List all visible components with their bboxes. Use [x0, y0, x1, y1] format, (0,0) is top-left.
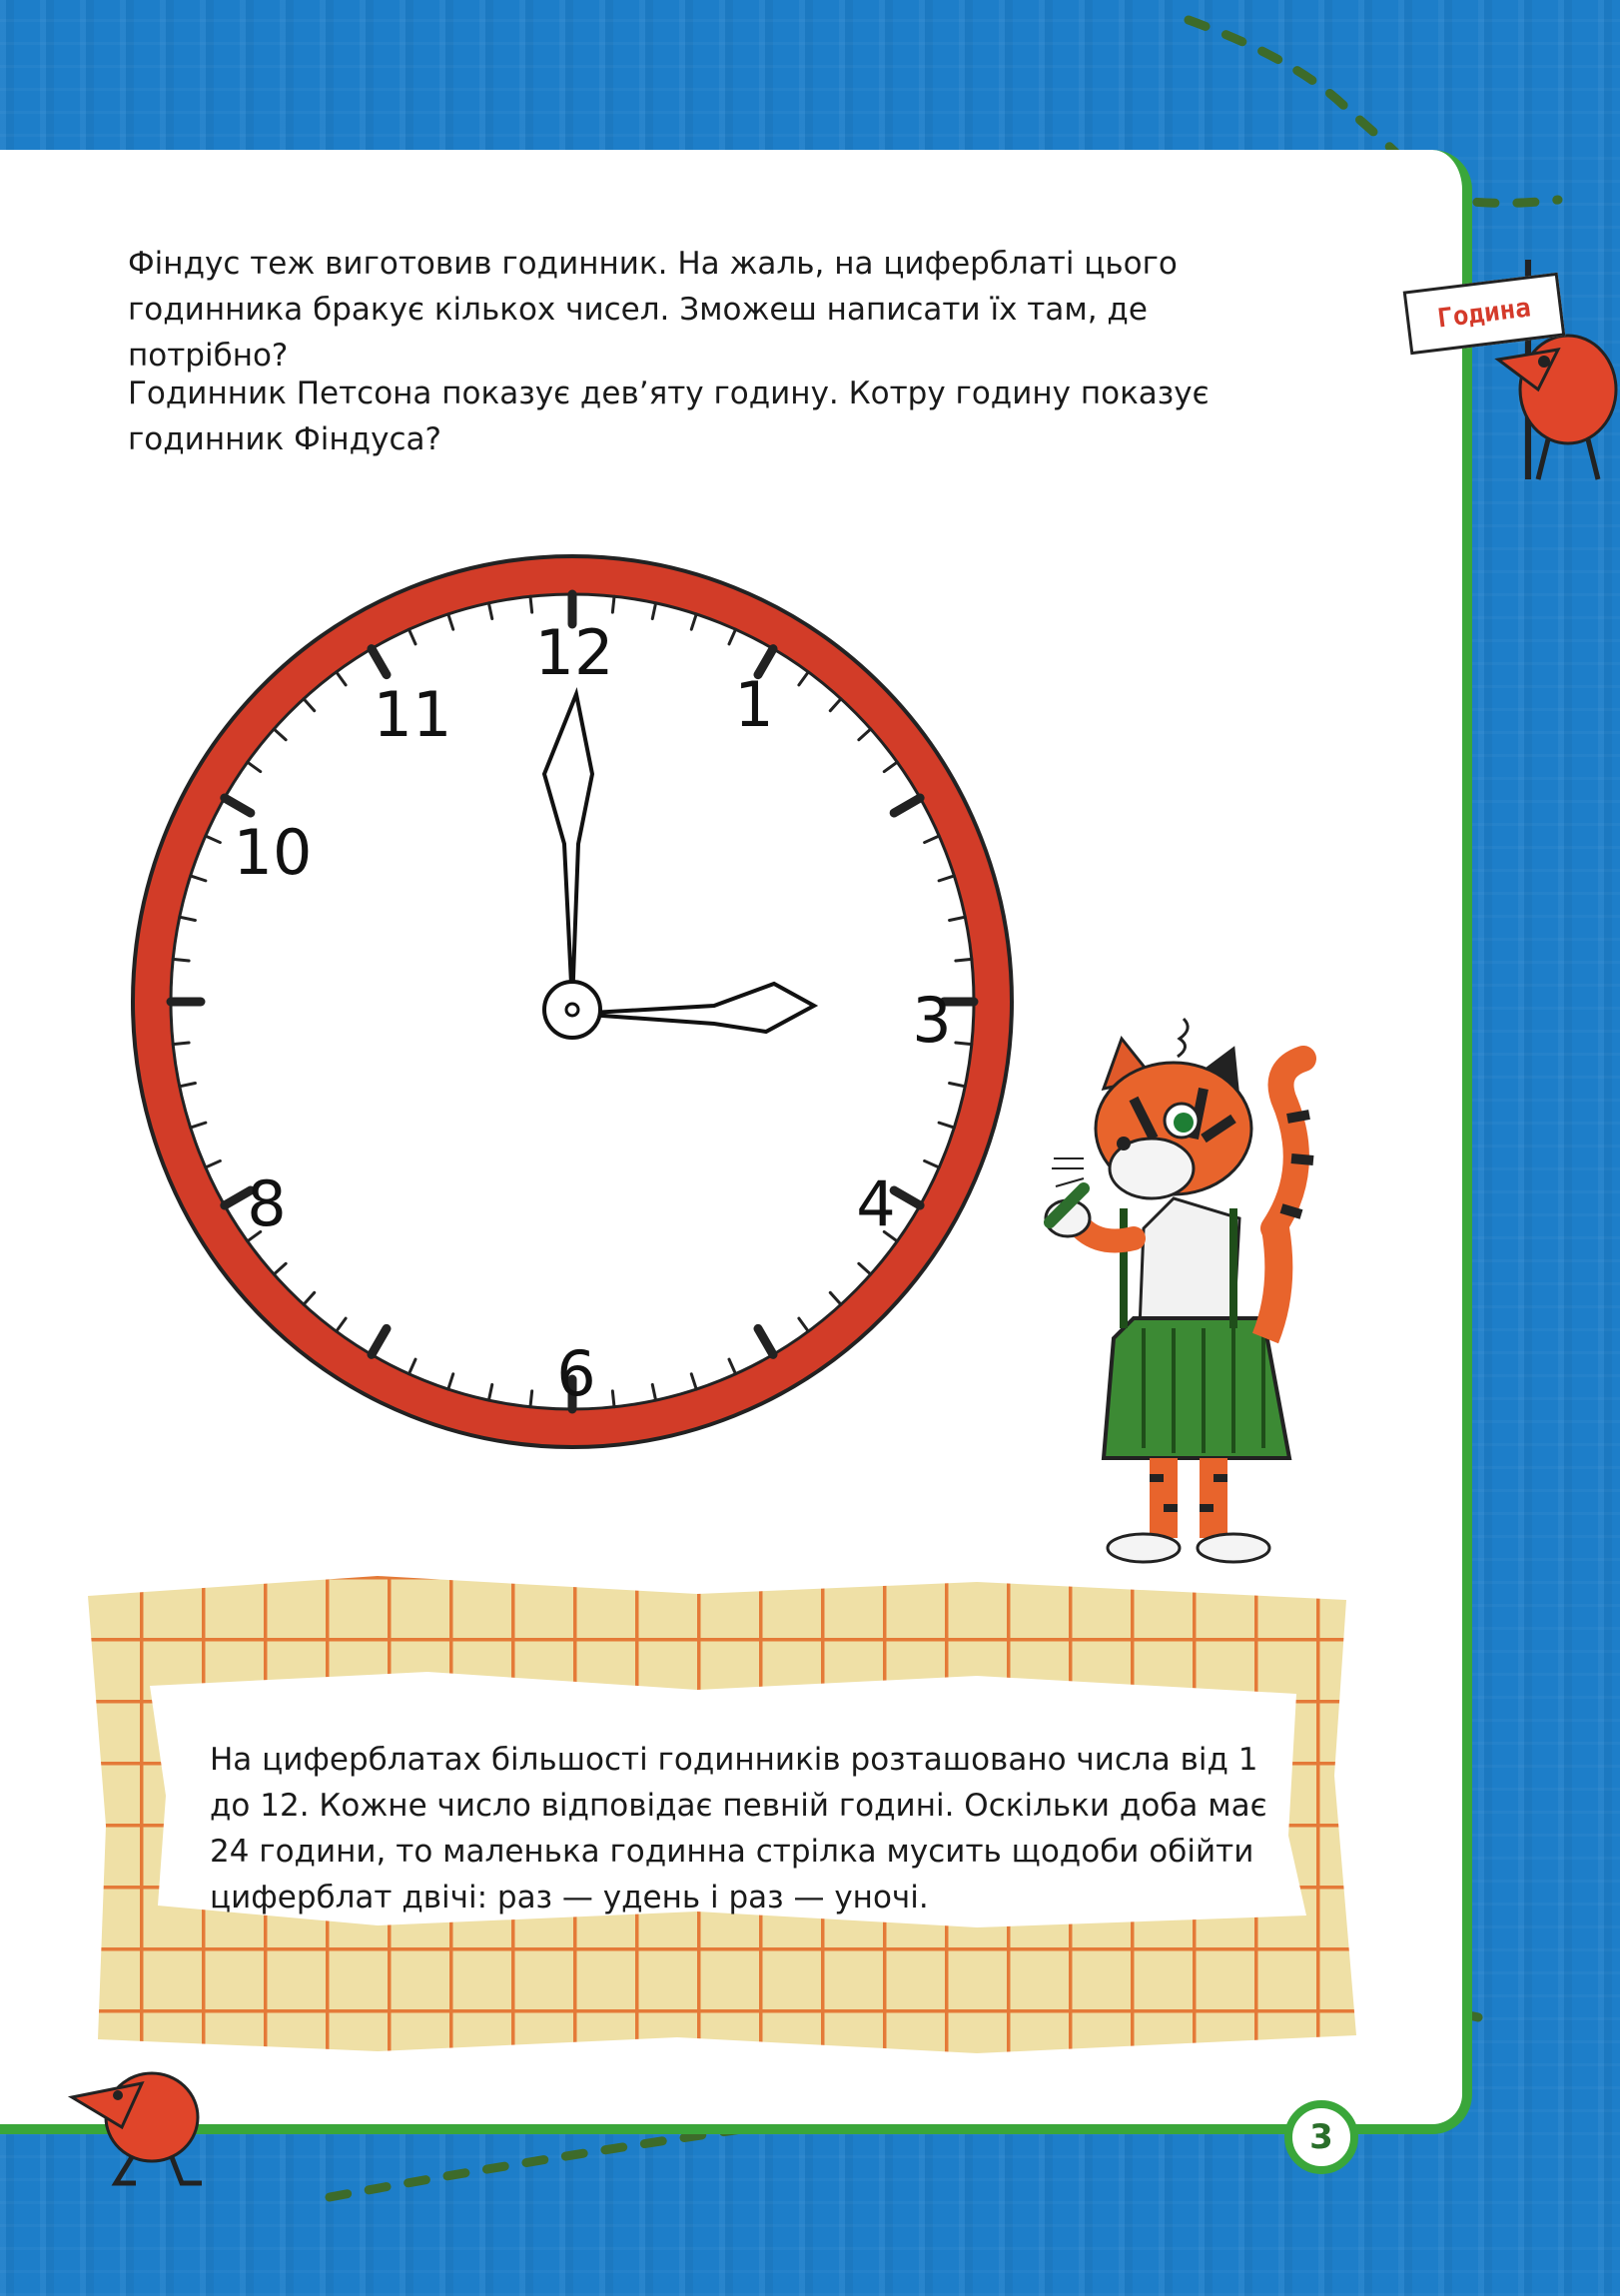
minute-tick [956, 959, 972, 961]
clock-center-inner [566, 1004, 578, 1016]
clock-number-12: 12 [534, 616, 614, 689]
minute-tick [530, 1391, 532, 1407]
hour-sign: Година [1403, 273, 1566, 356]
clock-number-1: 1 [734, 668, 774, 741]
findus-cat-illustration [1044, 1009, 1383, 1628]
minute-tick [612, 1391, 614, 1407]
clock-number-10: 10 [233, 816, 313, 889]
minute-tick [956, 1043, 972, 1045]
clock-number-6: 6 [556, 1337, 596, 1410]
mouse-critter-bottom [62, 2037, 222, 2187]
question-text: Годинник Петсона показує дев’яту годину. Котру годину показує годинник Фіндуса? [128, 376, 1210, 457]
minute-tick [173, 1043, 189, 1045]
clock-number-8: 8 [247, 1167, 287, 1240]
intro-text: Фіндус теж виготовив годинник. На жаль, на циферблаті цього годинника бракує кількох чисел. Зможеш написати їх там, де потрібно? [128, 246, 1178, 374]
minute-tick [612, 596, 614, 612]
clock-number-3: 3 [912, 984, 952, 1057]
minute-tick [173, 959, 189, 961]
findus-clock [95, 544, 1054, 1543]
page-number-badge: 3 [1284, 2100, 1358, 2174]
clock-number-11: 11 [373, 678, 452, 751]
info-text: На циферблатах більшості годинників розташовано числа від 1 до 12. Кожне число відповідає певній годині. Оскільки доба має 24 години, то маленька годинна стрілка мусить щодоби обійти циферблат двічі: раз — удень і раз — уночі. [210, 1742, 1267, 1915]
clock-number-4: 4 [856, 1167, 896, 1240]
minute-tick [530, 596, 532, 612]
